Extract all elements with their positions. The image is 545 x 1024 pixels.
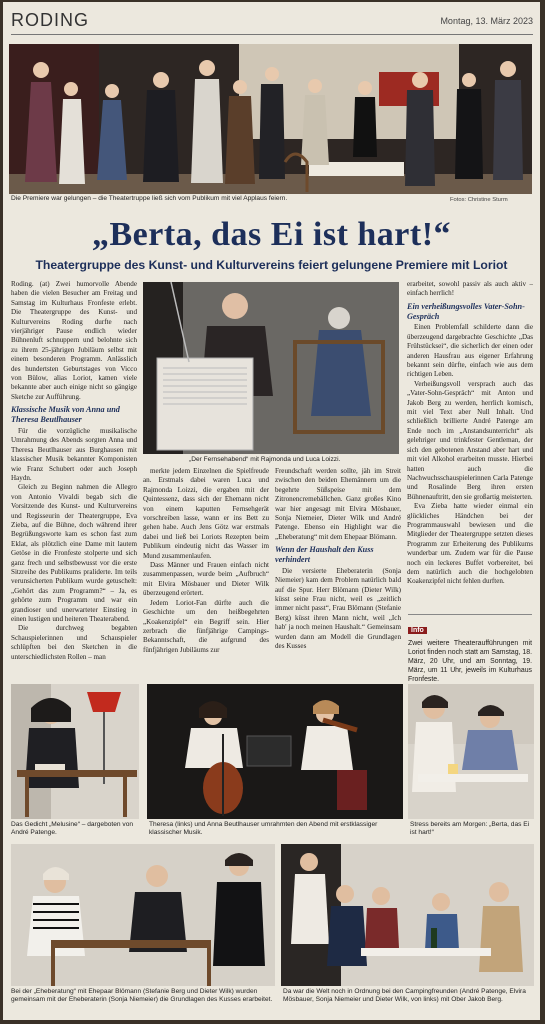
photo-eheberatung bbox=[11, 844, 275, 986]
issue-date: Montag, 13. März 2023 bbox=[440, 16, 533, 26]
photo-stress bbox=[408, 684, 534, 819]
photo-melusine bbox=[11, 684, 139, 819]
paragraph: Freundschaft werden sollte, jäh im Streit zwischen den beiden Ehemännern um die begehrte Süßspeise mit dem Zitronencremebällchen. Ganz großes Kino war hier angesagt mit Elvira Mösbauer, Sonja Niemeier, Dieter Wilk und André Patenge. Ebenso ein Highlight war die „Eheberatung“ mit dem Ehepaar Blömann. bbox=[275, 467, 401, 541]
section-title: RODING bbox=[11, 10, 89, 30]
paragraph: Für die vorzügliche musikalische Umrahmung des Abends sorgten Anna und Theresa Beutlhauser aus Burghausen mit klassischer Musik bekannter Komponisten wie Franz Schubert oder auch Joseph Haydn. bbox=[11, 426, 137, 482]
paragraph: Die durchweg begabten Schauspielerinnen und Schauspieler schlüpften bei den Sketchen in die unterschiedlichsten Rollen – man bbox=[11, 624, 137, 661]
photo-stress-graphic bbox=[408, 684, 534, 819]
photo-camping-graphic bbox=[281, 844, 534, 986]
info-label: Info bbox=[408, 627, 427, 634]
paragraph: erarbeitet, sowohl passiv als auch aktiv – einfach herrlich! bbox=[407, 280, 533, 298]
photo-ensemble-curtain-call bbox=[9, 44, 532, 194]
newspaper-page bbox=[3, 2, 540, 1020]
paragraph-lead: Roding. (at) Zwei humorvolle Abende haben die vielen Besucher am Freitag und Samstag im Kulturhaus Fronfeste erlebt. Die Theatergruppe des Kunst- und Kulturvereins Roding durfte nach vierjähriger Pause endlich wieder Bühnenluft schnuppern und belohnte sich zu ihrem 25-jährigen Jubiläum selbst mit einem besonderen Programm. Anlässlich des hundertsten Geburtstages von Vicco von Bülow, alias Loriot, kamen viele bekannte aber auch einige nicht so gängige Sketche zur Aufführung. bbox=[11, 280, 137, 401]
photo-melusine-graphic bbox=[11, 684, 139, 819]
caption-stress: Stress bereits am Morgen: „Berta, das Ei ist hart!“ bbox=[410, 821, 530, 837]
photo-credit: Fotos: Christine Sturm bbox=[450, 197, 508, 203]
article-column-4 bbox=[407, 280, 533, 610]
paragraph: Die versierte Eheberaterin (Sonja Niemeier) kam dem Problem natürlich bald auf die Spur. Herr Blömann (Dieter Wilk) küsst seine Frau nicht, weil es „zeitlich immer nicht passt“, Frau Blömann (Stefanie Berg) küsst ihren Mann nicht, weil „Ich hab' ja noch meinen Haushalt.“ Gemeinsam wurden dann am Modell die Grundlagen des Kusses bbox=[275, 566, 401, 651]
subheading-vater-sohn: Ein verheißungsvolles Vater-Sohn-Gespräch bbox=[407, 301, 525, 321]
subheading-klassische-musik: Klassische Musik von Anna und Theresa Beutlhauser bbox=[11, 405, 120, 425]
paragraph: merkte jedem Einzelnen die Spielfreude an. Erstmals dabei waren Luca und Rajmonda Loizzi, die ergaben mit der Quintessenz, dass sich der Ehemann nicht von einem kaputten Fernsehgerät vorschreiben lasse, wann er ins Bett zu gehen habe. Auch Jens Götz war erstmals dabei und ließ bei Loriots Rezepten beim Publikum eindeutig nicht das Wasser im Mund zusammenlaufen. bbox=[143, 467, 269, 560]
photo-eheberatung-graphic bbox=[11, 844, 275, 986]
subheading-haushalt-kuss: Wenn der Haushalt den Kuss verhindert bbox=[275, 545, 374, 565]
page-header bbox=[11, 6, 533, 35]
caption-music: Theresa (links) und Anna Beutlhauser umrahmten den Abend mit erstklassiger klassischer Musik. bbox=[149, 821, 378, 837]
paragraph: Einen Problemfall schilderte dann die überzeugend dargebrachte Geschichte „Das Frühstücksei“, die sicherlich der einen oder anderen Hausfrau aus eigener Erfahrung bekannt sein dürfte, einfach wie aus dem richtigen Leben. bbox=[407, 323, 533, 379]
caption-middle-photo: „Der Fernsehabend“ mit Rajmonda und Luca Loizzi. bbox=[189, 456, 341, 463]
photo-fernsehabend bbox=[143, 282, 399, 454]
article-headline: „Berta, das Ei ist hart!“ bbox=[91, 216, 452, 253]
photo-music-graphic bbox=[147, 684, 403, 819]
photo-fernsehabend-graphic bbox=[143, 282, 399, 454]
article-subheadline: Theatergruppe des Kunst- und Kulturvereins feiert gelungene Premiere mit Loriot bbox=[35, 258, 508, 272]
article-column-2 bbox=[143, 467, 269, 679]
caption-top-photo: Die Premiere war gelungen – die Theatertruppe ließ sich vom Publikum mit viel Applaus feiern. bbox=[11, 195, 288, 202]
caption-camping: Da war die Welt noch in Ordnung bei den Campingfreunden (André Patenge, Elvira Mösbauer, Sonja Niemeier und Dieter Wilk, von links) mit Ober Jakob Berg. bbox=[283, 988, 526, 1004]
caption-melusine: Das Gedicht „Melusine“ – dargeboten von André Patenge. bbox=[11, 821, 134, 837]
photo-ensemble-graphic bbox=[9, 44, 532, 194]
article-column-1 bbox=[11, 280, 137, 674]
info-box bbox=[408, 614, 532, 684]
paragraph: Eva Zieba hatte wieder einmal ein glückliches Händchen bei der Programmauswahl bewiesen und die Mitglieder der Theatergruppe setzten dieses Programm zur Erheiterung des Publikums wunderbar um. Zudem war für die Pause noch ein leckeres Buffet vorbereitet, bei dem natürlich auch die hochgelobten Koakenzipfel nicht fehlen durften. bbox=[407, 502, 533, 586]
paragraph: Verheißungsvoll versprach auch das „Vater-Sohn-Gespräch“ mit Anton und Jakob Berg zu werden, herrlich komisch, mit viel Text aber Null Inhalt. Und schließlich brillierte André Patenge am Ende noch im „Anstandsunterricht“ als gelehriger und trinkfester Gentleman, der sich den gebotenen Anstand aber hart und mit viel Alkohol erarbeiten musste. Hierbei hatten auch die Nachwuchsschauspielerinnen Carla Patenge und Rosalinde Berg ihren ersten Bühnenauftritt, den sie großartig meisterten. bbox=[407, 379, 533, 501]
paragraph: Jedem Loriot-Fan dürfte auch die Geschichte um den heißbegehrten „Koakenzipfel“ ein Begriff sein. Hier zerbrach die fünfjährige Campings-Bekanntschaft, die aufgrund des fünfjährigen Jubiläums zur bbox=[143, 598, 269, 654]
paragraph: Gleich zu Beginn nahmen die Allegro von Antonio Vivaldi begab sich die Vorsitzende des Kunst- und Kulturvereins und Regisseurin der Theatergruppe, Eva Zieba, auf die Bühne, doch während ihrer Begrüßungsworte kam es schon fast zum Eklat, als plötzlich eine Dame mit lautem Getöse in die Fronfeste stolperte und sich ganz frech und selbstbewusst vor die erste Sitzreihe des Publikums praliderte. Im teils verunsicherten Publikum wurde getuschelt: „Gehört das zum Programm?“ – Ja, es gehörte zum Programm und war ein grandioser und unerwarteter Einstieg in einen lustigen und heiteren Theaterabend. bbox=[11, 483, 137, 623]
article-column-3 bbox=[275, 467, 401, 679]
caption-eheberatung: Bei der „Eheberatung“ mit Ehepaar Blömann (Stefanie Berg und Dieter Wilk) wurden gemeinsam mit der Eheberaterin (Sonja Niemeier) die Grundlagen des Kusses erarbeitet. bbox=[11, 988, 273, 1004]
photo-camping bbox=[281, 844, 534, 986]
paragraph: Dass Männer und Frauen einfach nicht zusammenpassen, wurde beim „Aufbruch“ mit Elvira Mösbauer und Dieter Wilk überzeugend erörtert. bbox=[143, 561, 269, 598]
photo-music bbox=[147, 684, 403, 819]
info-text: Zwei weitere Theateraufführungen mit Loriot finden noch statt am Samstag, 18. März, 20 Uhr, und am Sonntag, 19. März, um 11 Uhr, jeweils im Kulturhaus Fronfeste. bbox=[408, 640, 532, 683]
